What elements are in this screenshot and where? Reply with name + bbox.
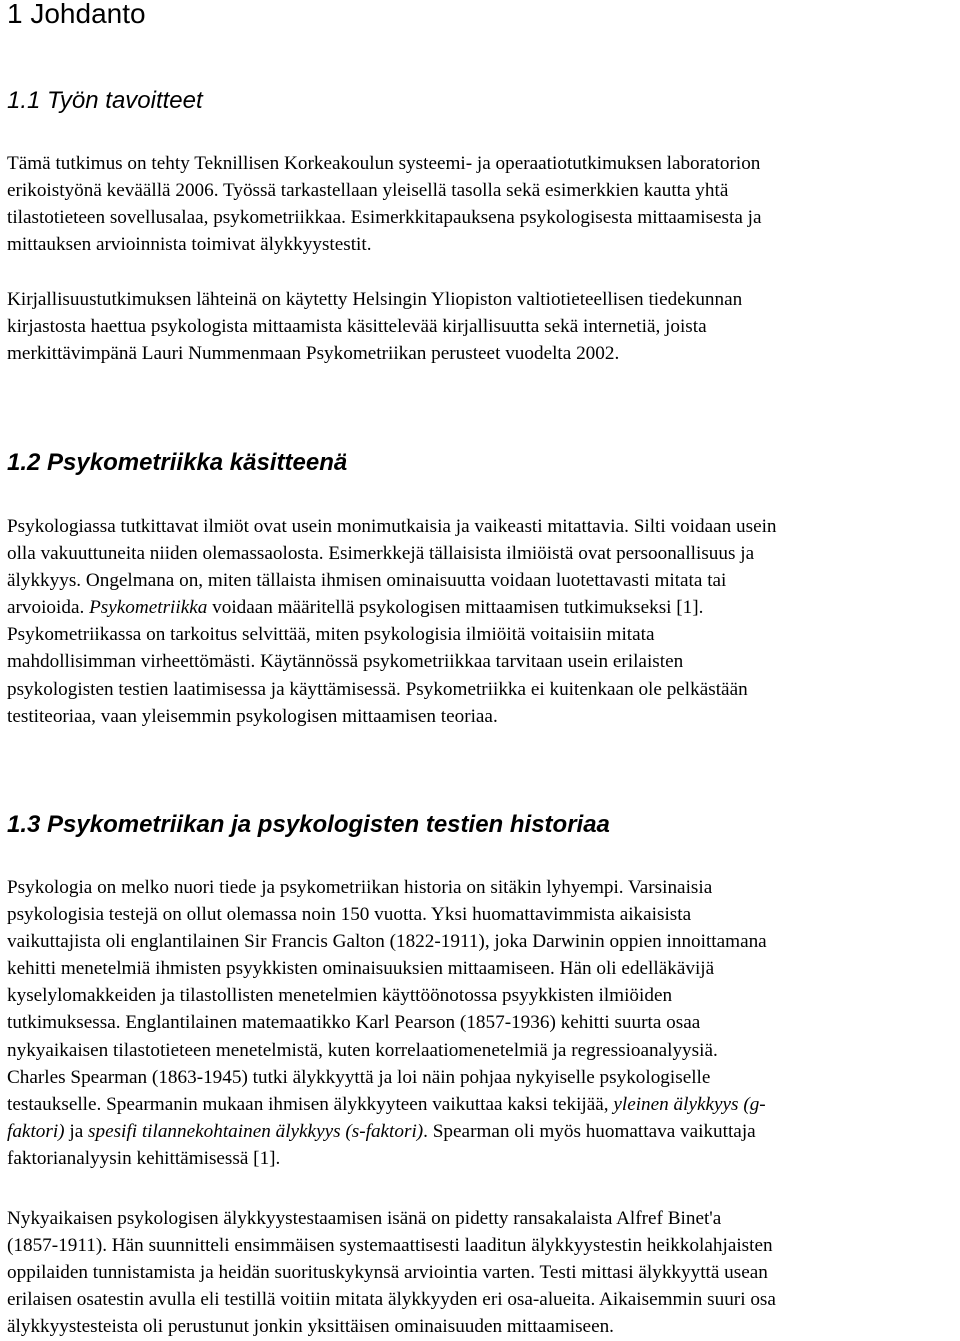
text-line: kirjastosta haettua psykologista mittaamista käsittelevää kirjallisuutta sekä internetiä, joista xyxy=(7,316,707,338)
text-line: mittauksen arvioinnista toimivat älykkyystestit. xyxy=(7,234,372,256)
text-line: kyselylomakkeiden ja tilastollisten menetelmien käyttöönotossa psyykkisten ilmiöiden xyxy=(7,985,673,1007)
text-line-spearman-cont xyxy=(7,1118,959,1145)
text-segment: arvoioida. xyxy=(7,597,85,619)
text-line: älykkyystesteista oli perustunut jonkin yksittäisen ominaisuuden mittaamiseen. xyxy=(7,1316,614,1338)
section-heading-1-1: 1.1 Työn tavoitteet xyxy=(7,87,203,114)
g-factor-term: yleinen älykkyys (g- xyxy=(613,1093,766,1115)
text-line: oppilaiden tunnistamista ja heidän suorituskykynsä arviointia varten. Testi mittasi älykkyyttä usean xyxy=(7,1262,768,1284)
paragraph-goals xyxy=(7,150,959,258)
g-factor-term-cont: faktori) xyxy=(7,1120,65,1142)
text-line: (1857-1911). Hän suunnitteli ensimmäisen systemaattisesti laaditun älykkyystestin heikkolahjaisten xyxy=(7,1235,773,1257)
text-segment: voidaan määritellä psykologisen mittaamisen tutkimukseksi [1]. xyxy=(207,597,704,619)
text-line: nykyaikaisen tilastotieteen menetelmistä, kuten korrelaatiomenetelmiä ja regressioanalyysiä. xyxy=(7,1039,718,1061)
text-line: Kirjallisuustutkimuksen lähteinä on käytetty Helsingin Yliopiston valtiotieteellisen tiedekunnan xyxy=(7,289,743,310)
text-line: älykkyys. Ongelmana on, miten tällaista ihmisen ominaisuutta voidaan luotettavasti mitata tai xyxy=(7,570,727,592)
text-line-with-definition xyxy=(7,594,959,621)
text-line: psykologisten testien laatimisessa ja käyttämisessä. Psykometriikka ei kuitenkaan ole pelkästään xyxy=(7,678,748,700)
section-heading-1-2: 1.2 Psykometriikka käsitteenä xyxy=(7,449,348,476)
section-heading-1-3: 1.3 Psykometriikan ja psykologisten testien historiaa xyxy=(7,811,610,838)
text-segment: . Spearman oli myös huomattava vaikuttaja xyxy=(423,1120,756,1142)
text-line: olla vakuuttuneita niiden olemassaolosta. Esimerkkejä tällaisista ilmiöistä ovat persoonallisuus ja xyxy=(7,543,755,565)
text-line: Psykologiassa tutkittavat ilmiöt ovat usein monimutkaisia ja vaikeasti mitattavia. Silti voidaan usein xyxy=(7,516,777,537)
chapter-heading: 1 Johdanto xyxy=(7,0,146,29)
definition-term: Psykometriikka xyxy=(89,597,208,619)
paragraph-psychometrics-concept xyxy=(7,513,959,730)
text-line: Psykologia on melko nuori tiede ja psykometriikan historia on sitäkin lyhyempi. Varsinaisia xyxy=(7,877,713,898)
paragraph-history xyxy=(7,874,959,1172)
text-line: testiteoriaa, vaan yleisemmin psykologisen mittaamisen teoriaa. xyxy=(7,705,498,727)
text-line: erilaisen osatestin avulla eli testillä voitiin mitata älykkyyden eri osa-alueita. Aikaisemmin suuri osa xyxy=(7,1289,776,1311)
s-factor-term: spesifi tilannekohtainen älykkyys (s-faktori) xyxy=(88,1120,424,1142)
text-line: kehitti menetelmiä ihmisten psyykkisten ominaisuuksien mittaamiseen. Hän oli edelläkävijä xyxy=(7,958,715,980)
text-line: faktorianalyysin kehittämisessä [1]. xyxy=(7,1147,281,1169)
text-line: erikoistyönä keväällä 2006. Työssä tarkastellaan yleisellä tasolla sekä esimerkkien kautta yhtä xyxy=(7,180,729,202)
text-segment: ja xyxy=(64,1120,89,1142)
text-line: tilastotieteen sovellusalaa, psykometriikkaa. Esimerkkitapauksena psykologisesta mittaamisesta ja xyxy=(7,207,762,229)
paragraph-sources xyxy=(7,286,959,367)
text-line: Psykometriikassa on tarkoitus selvittää, miten psykologisia ilmiöitä voitaisiin mitata xyxy=(7,624,655,646)
text-line: psykologisia testejä on ollut olemassa noin 150 vuotta. Yksi huomattavimmista aikaisista xyxy=(7,904,692,926)
text-line-spearman xyxy=(7,1091,959,1118)
text-line: Nykyaikaisen psykologisen älykkyystestaamisen isänä on pidetty ransakalaista Alfref Binet'a xyxy=(7,1208,722,1229)
text-segment: testaukselle. Spearmanin mukaan ihmisen älykkyyteen vaikuttaa kaksi tekijää, xyxy=(7,1093,614,1115)
paragraph-binet xyxy=(7,1205,959,1340)
text-line: merkittävimpänä Lauri Nummenmaan Psykometriikan perusteet vuodelta 2002. xyxy=(7,343,620,365)
text-line: tutkimuksessa. Englantilainen matemaatikko Karl Pearson (1857-1936) kehitti suurta osaa xyxy=(7,1012,701,1034)
text-line: mahdollisimman virheettömästi. Käytännössä psykometriikkaa tarvitaan usein erilaisten xyxy=(7,651,684,673)
text-line: vaikuttajista oli englantilainen Sir Francis Galton (1822-1911), joka Darwinin oppien innoittamana xyxy=(7,931,767,953)
text-line: Charles Spearman (1863-1945) tutki älykkyyttä ja loi näin pohjaa nykyiselle psykologiselle xyxy=(7,1066,711,1088)
text-line: Tämä tutkimus on tehty Teknillisen Korkeakoulun systeemi- ja operaatiotutkimuksen laboratorion xyxy=(7,153,761,174)
